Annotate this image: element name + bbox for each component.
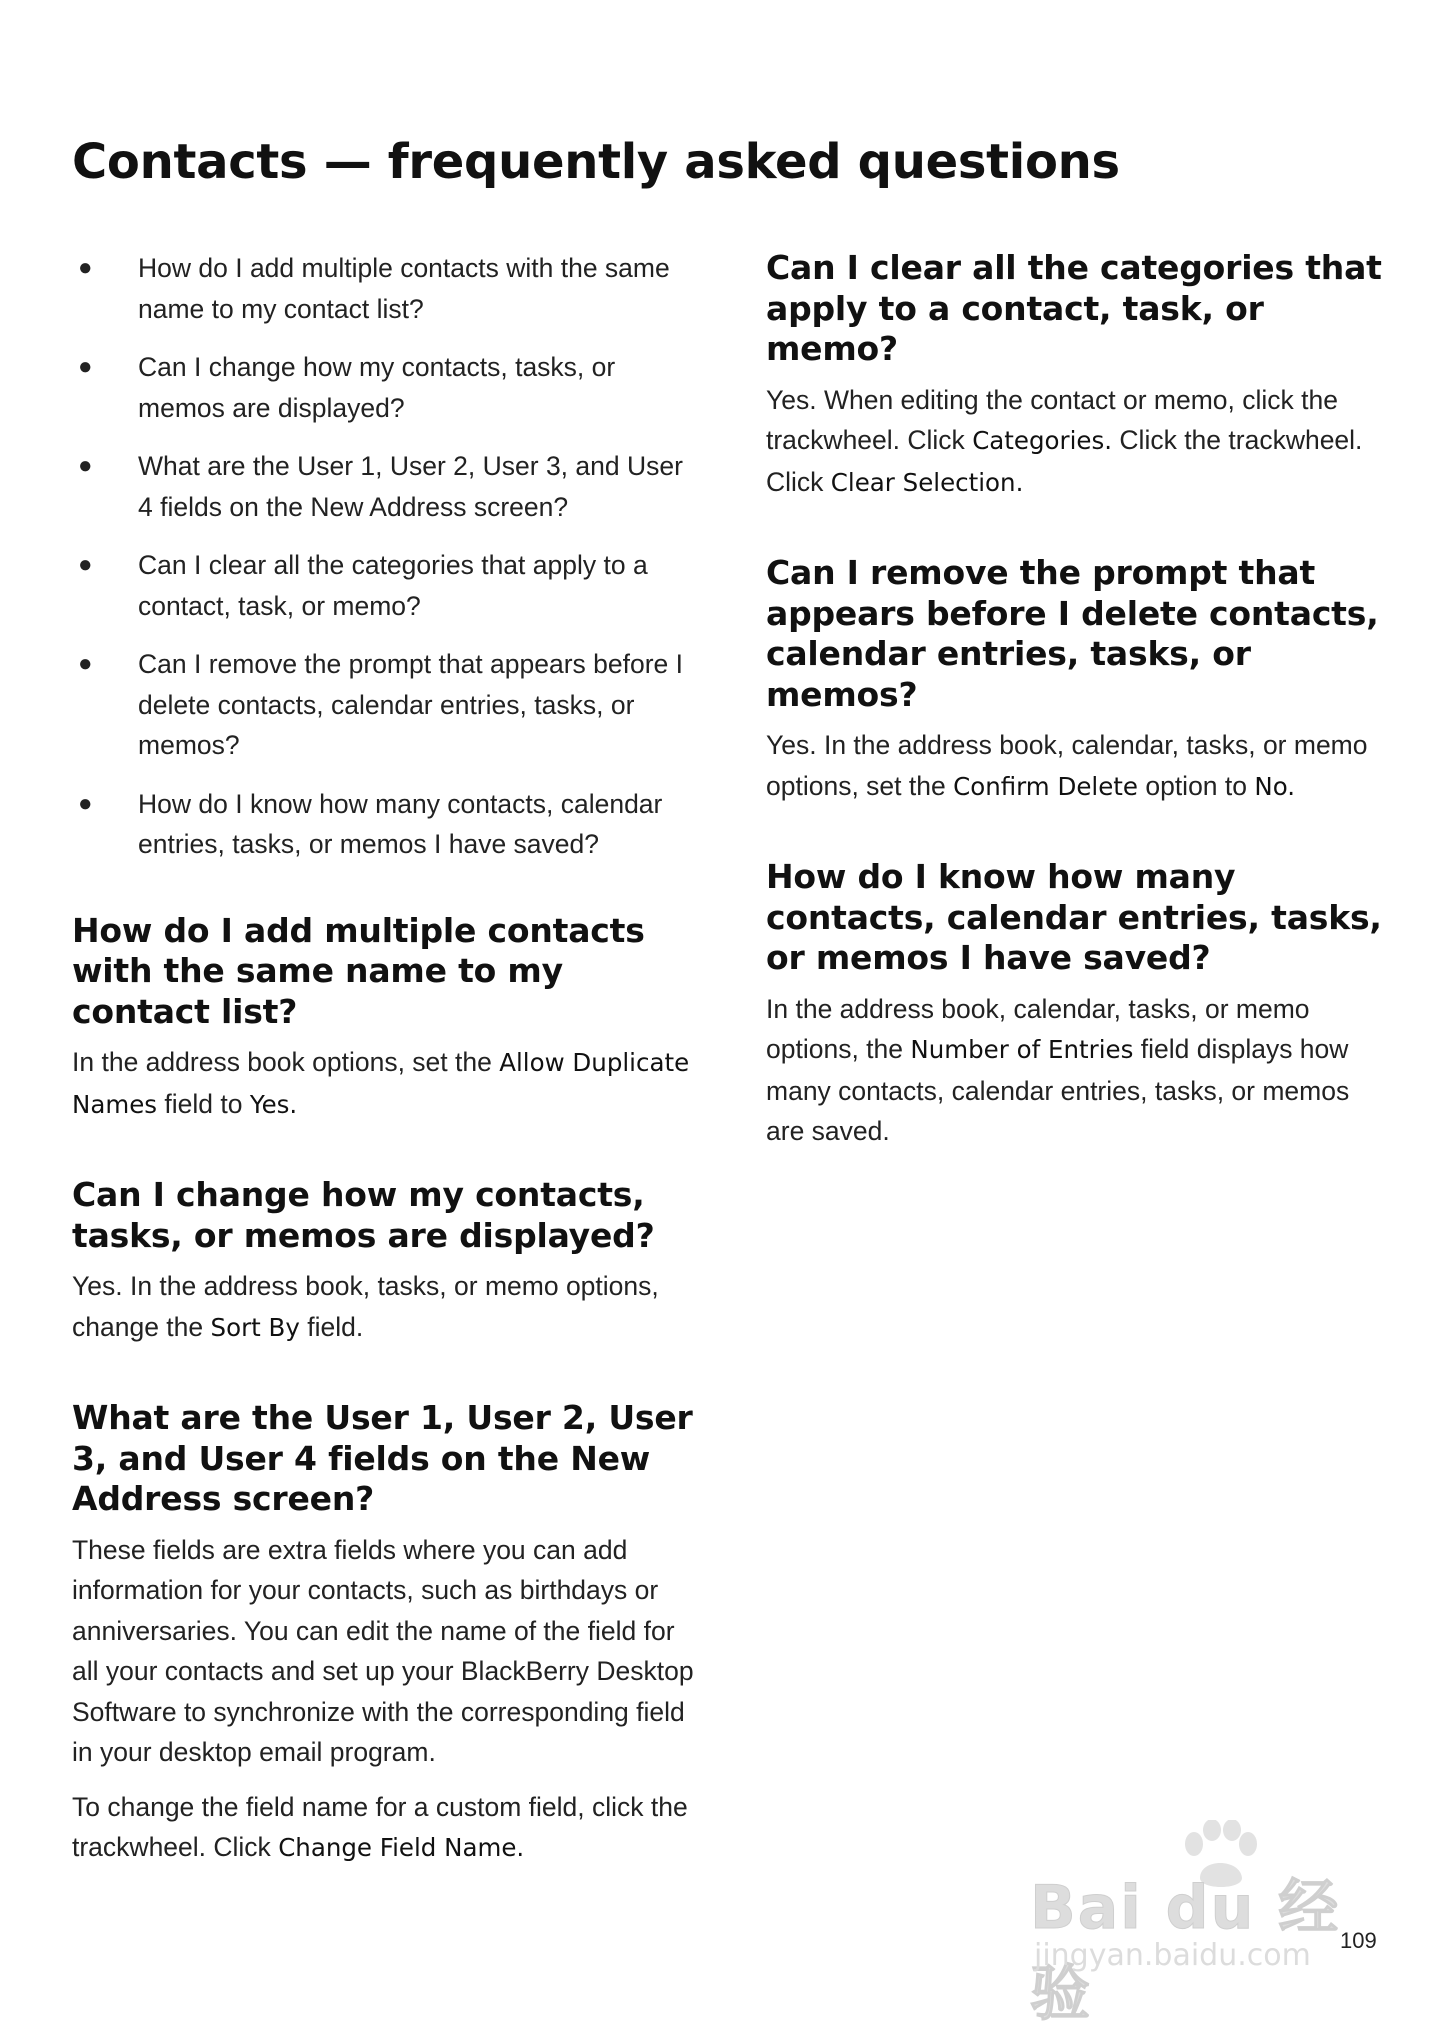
list-item: ● Can I remove the prompt that appears before I delete contacts, calendar entries, tasks, or memos? (72, 644, 696, 766)
list-item: ● How do I add multiple contacts with the same name to my contact list? (72, 248, 696, 329)
question-list (72, 248, 696, 865)
question-heading: Can I remove the prompt that appears before I delete contacts, calendar entries, tasks, or memos? (766, 553, 1379, 714)
list-item: ● Can I clear all the categories that apply to a contact, task, or memo? (72, 545, 696, 626)
faq-categories (766, 248, 1388, 503)
ui-term: Confirm Delete (953, 771, 1138, 801)
bullet-icon: ● (78, 650, 93, 677)
list-item: ● What are the User 1, User 2, User 3, and User 4 fields on the New Address screen? (72, 446, 696, 527)
faq-display (72, 1175, 696, 1348)
ui-term: Allow Duplicate Names (72, 1048, 690, 1119)
answer-text: Yes. When editing the contact or memo, click the trackwheel. Click Categories. Click the trackwheel. Click Clear Selection. (766, 384, 1363, 497)
answer-text: In the address book options, set the Allow Duplicate Names field to Yes. (72, 1047, 690, 1119)
question-heading: How do I add multiple contacts with the same name to my contact list? (72, 910, 645, 1031)
faq-prompt (766, 553, 1388, 807)
ui-term: Categories. (972, 426, 1113, 455)
page-title: Contacts — frequently asked questions (72, 134, 1120, 190)
answer-text: These fields are extra fields where you can add information for your contacts, such as birthdays or anniversaries. You can edit the name of the field for all your contacts and set up your BlackBerry Desktop Software to synchronize with the corresponding field in your desktop email program. (72, 1534, 694, 1767)
bullet-icon: ● (78, 551, 93, 578)
ui-term: Yes. (249, 1089, 298, 1119)
ui-term: No. (1254, 771, 1296, 801)
watermark-url: jingyan.baidu.com (1034, 1938, 1311, 1973)
answer-text: Yes. In the address book, calendar, tasks, or memo options, set the Confirm Delete option to No. (766, 730, 1368, 801)
ui-term: Change Field Name. (278, 1833, 525, 1862)
faq-count (766, 857, 1388, 1152)
list-item: ● How do I know how many contacts, calendar entries, tasks, or memos I have saved? (72, 784, 696, 865)
list-item: ● Can I change how my contacts, tasks, or memos are displayed? (72, 347, 696, 428)
faq-duplicates (72, 911, 696, 1126)
ui-term: Clear Selection. (830, 467, 1024, 497)
ui-term: Sort By (210, 1312, 300, 1342)
question-heading: How do I know how many contacts, calendar entries, tasks, or memos I have saved? (766, 857, 1382, 977)
left-column (72, 248, 696, 1919)
answer-text: In the address book, calendar, tasks, or memo options, the Number of Entries field displays how many contacts, calendar entries, tasks, or memos are saved. (766, 993, 1350, 1146)
faq-user-fields (72, 1398, 696, 1869)
answer-text: Yes. In the address book, tasks, or memo options, change the Sort By field. (72, 1271, 659, 1342)
bullet-icon: ● (78, 353, 93, 380)
question-heading: What are the User 1, User 2, User 3, and User 4 fields on the New Address screen? (72, 1398, 693, 1518)
question-heading: Can I change how my contacts, tasks, or memos are displayed? (72, 1175, 655, 1255)
baidu-watermark (1030, 1820, 1390, 2029)
page-number: 109 (1340, 1928, 1377, 1953)
bullet-icon: ● (78, 254, 93, 281)
right-column (766, 248, 1388, 1202)
ui-term: Number of Entries (910, 1035, 1134, 1064)
bullet-icon: ● (78, 789, 93, 817)
watermark-brand: Bai du 经验 (1030, 1873, 1341, 2029)
answer-text: To change the field name for a custom field, click the trackwheel. Click Change Field Name. (72, 1791, 688, 1862)
question-heading: Can I clear all the categories that apply to a contact, task, or memo? (766, 248, 1382, 368)
bullet-icon: ● (78, 452, 93, 479)
